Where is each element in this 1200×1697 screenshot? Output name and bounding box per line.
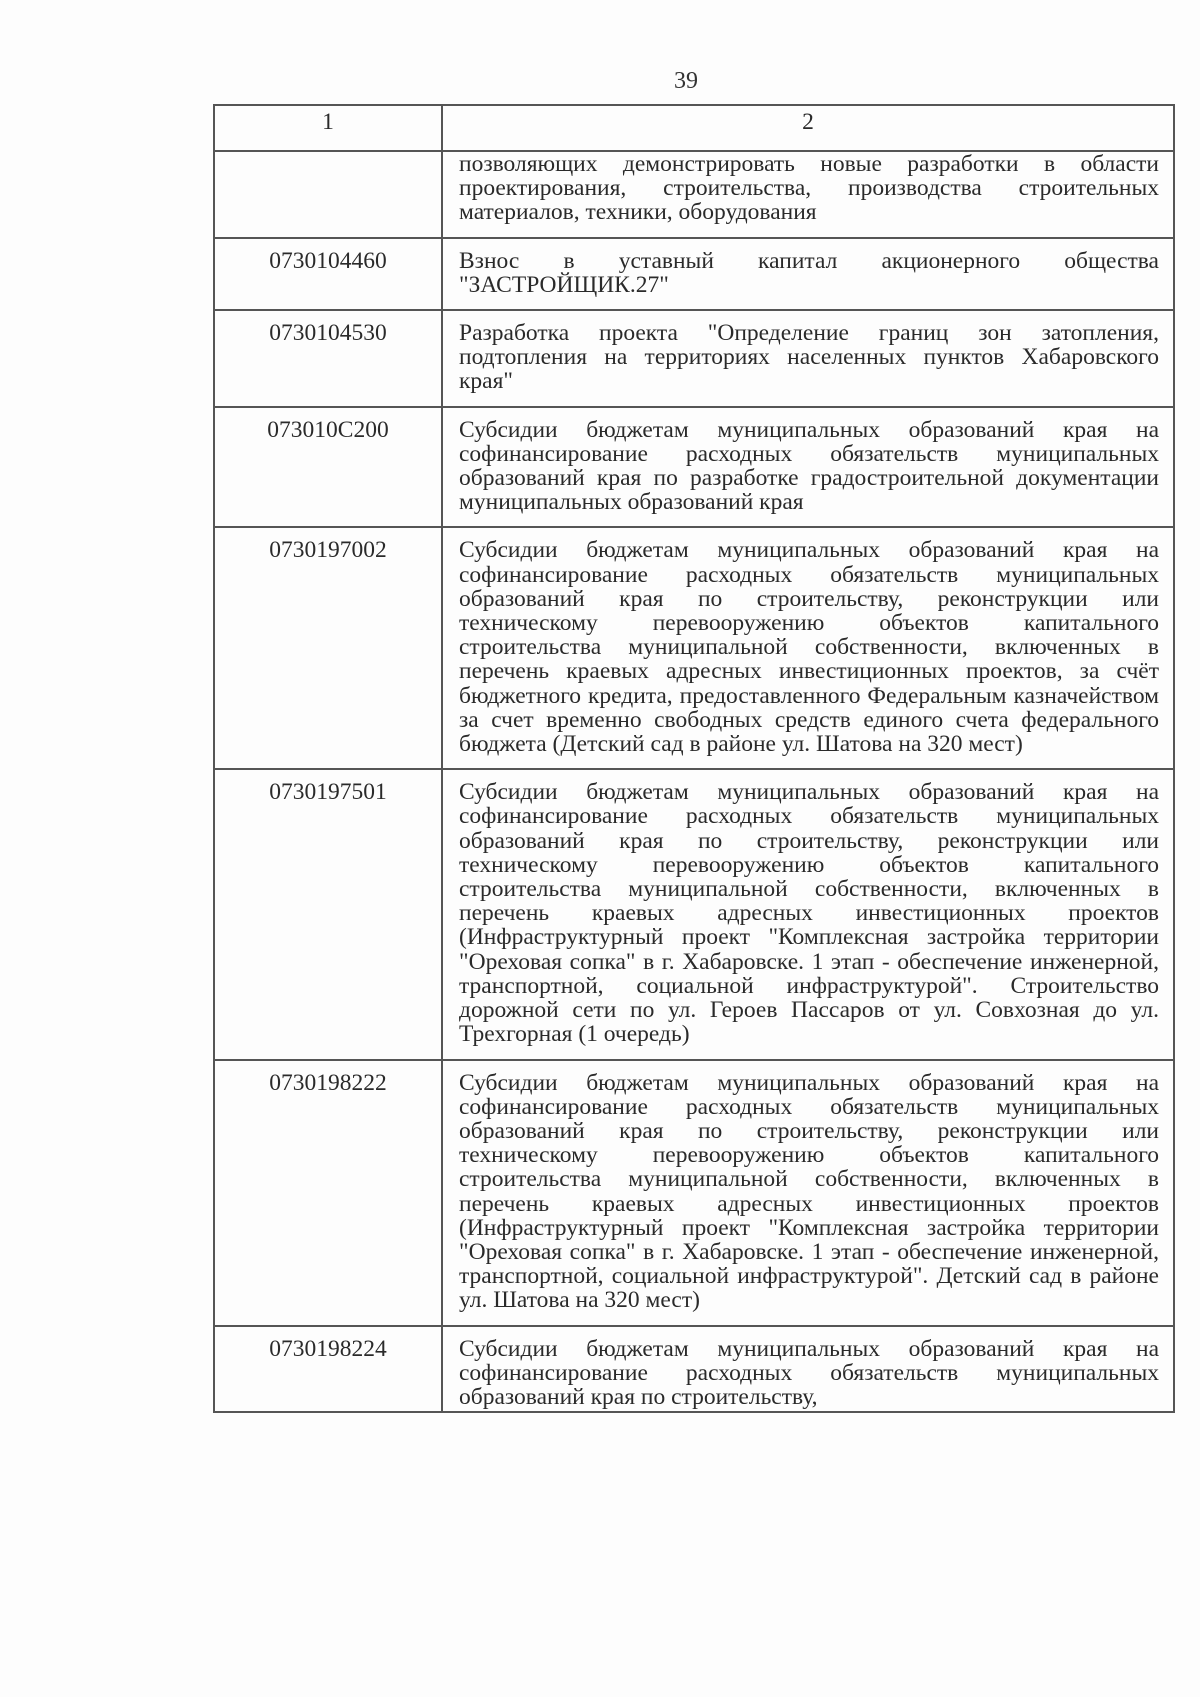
table-row bbox=[214, 407, 1174, 528]
table-row bbox=[214, 151, 1174, 238]
row-code: 0730104530 bbox=[214, 310, 442, 407]
budget-classification-table bbox=[213, 104, 1175, 1413]
table-row bbox=[214, 1060, 1174, 1326]
row-description-text: Субсидии бюджетам муниципальных образований края на софинансирование расходных обязательств муниципальных образований края по строительству, bbox=[459, 1336, 1159, 1410]
row-description bbox=[442, 1326, 1174, 1412]
row-code: 0730197002 bbox=[214, 527, 442, 769]
row-description: Взнос в уставный капитал акционерного общества "ЗАСТРОЙЩИК.27" bbox=[442, 238, 1174, 310]
page-number: 39 bbox=[674, 68, 698, 94]
row-description: Субсидии бюджетам муниципальных образований края на софинансирование расходных обязательств муниципальных образований края по разработке градостроительной документации муниципальных образований края bbox=[442, 407, 1174, 528]
table-header-row bbox=[214, 105, 1174, 151]
row-description: позволяющих демонстрировать новые разработки в области проектирования, строительства, производства строительных материалов, техники, оборудования bbox=[442, 151, 1174, 238]
table-row bbox=[214, 1326, 1174, 1412]
row-description: Разработка проекта "Определение границ зон затопления, подтопления на территориях населенных пунктов Хабаровского края" bbox=[442, 310, 1174, 407]
row-code: 073010С200 bbox=[214, 407, 442, 528]
column-header-description: 2 bbox=[442, 105, 1174, 151]
row-description: Субсидии бюджетам муниципальных образований края на софинансирование расходных обязательств муниципальных образований края по строительству, реконструкции или техническому перевооружению объектов капитального строительства муниципальной собственности, включенных в перечень краевых адресных инвестиционных проектов (Инфраструктурный проект "Комплексная застройка территории "Ореховая сопка" в г. Хабаровске. 1 этап - обеспечение инженерной, транспортной, социальной инфраструктурой". Строительство дорожной сети по ул. Героев Пассаров от ул. Совхозная до ул. Трехгорная (1 очередь) bbox=[442, 769, 1174, 1059]
row-description: Субсидии бюджетам муниципальных образований края на софинансирование расходных обязательств муниципальных образований края по строительству, реконструкции или техническому перевооружению объектов капитального строительства муниципальной собственности, включенных в перечень краевых адресных инвестиционных проектов, за счёт бюджетного кредита, предоставленного Федеральным казначейством за счет временно свободных средств единого счета федерального бюджета (Детский сад в районе ул. Шатова на 320 мест) bbox=[442, 527, 1174, 769]
table-row bbox=[214, 769, 1174, 1059]
row-description: Субсидии бюджетам муниципальных образований края на софинансирование расходных обязательств муниципальных образований края по строительству, реконструкции или техническому перевооружению объектов капитального строительства муниципальной собственности, включенных в перечень краевых адресных инвестиционных проектов (Инфраструктурный проект "Комплексная застройка территории "Ореховая сопка" в г. Хабаровске. 1 этап - обеспечение инженерной, транспортной, социальной инфраструктурой". Детский сад в районе ул. Шатова на 320 мест) bbox=[442, 1060, 1174, 1326]
row-code bbox=[214, 151, 442, 238]
table-row bbox=[214, 238, 1174, 310]
row-code: 0730197501 bbox=[214, 769, 442, 1059]
table-row bbox=[214, 310, 1174, 407]
row-code: 0730198224 bbox=[214, 1326, 442, 1412]
column-header-code: 1 bbox=[214, 105, 442, 151]
row-code: 0730198222 bbox=[214, 1060, 442, 1326]
row-code: 0730104460 bbox=[214, 238, 442, 310]
table-row bbox=[214, 527, 1174, 769]
